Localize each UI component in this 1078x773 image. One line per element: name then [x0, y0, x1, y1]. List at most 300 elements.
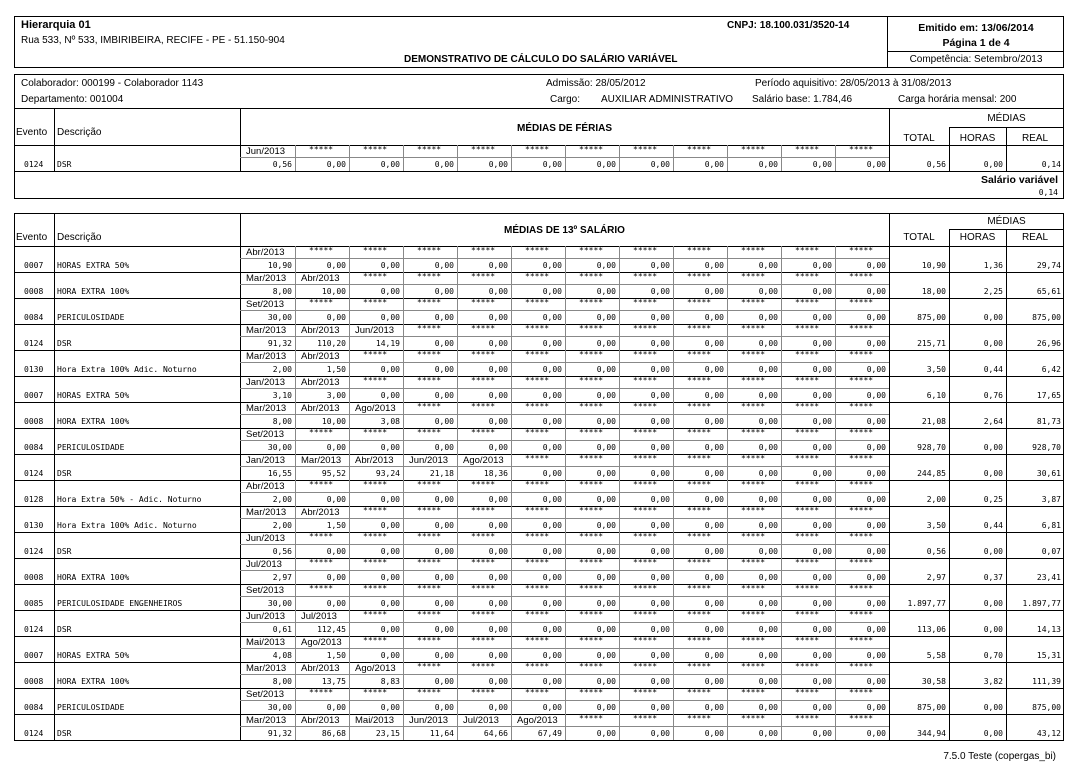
row-value: 0,00	[866, 521, 886, 530]
row-total: 10,90	[921, 261, 946, 270]
decimo-real-sep	[1006, 229, 1007, 741]
row-total: 244,85	[917, 469, 946, 478]
row-value: 0,00	[326, 573, 346, 582]
row-month: Mar/2013	[246, 715, 287, 726]
row-placeholder: *****	[687, 636, 712, 645]
row-value: 1,50	[326, 365, 346, 374]
row-total: 928,70	[917, 443, 946, 452]
row-value: 0,00	[704, 729, 724, 738]
row-month: Abr/2013	[301, 377, 340, 388]
row-descricao: HORAS EXTRA 50%	[57, 391, 130, 400]
row-value: 10,00	[321, 417, 346, 426]
row-total: 3,50	[926, 521, 946, 530]
row-placeholder: *****	[741, 298, 766, 307]
row-evento: 0130	[24, 521, 44, 530]
salario-variavel-value: 0,14	[1038, 188, 1058, 197]
decimo-col-medias: MÉDIAS	[987, 216, 1026, 227]
row-placeholder: *****	[525, 324, 550, 333]
departamento: Departamento: 001004	[21, 94, 124, 105]
row-placeholder: *****	[687, 350, 712, 359]
row-value: 0,00	[866, 495, 886, 504]
row-placeholder: *****	[579, 324, 604, 333]
row-value: 0,00	[596, 287, 616, 296]
row-value: 0,00	[866, 651, 886, 660]
row-placeholder: *****	[633, 376, 658, 385]
row-value: 0,00	[596, 469, 616, 478]
row-horas: 0,44	[983, 521, 1003, 530]
row-month: Abr/2013	[301, 663, 340, 674]
cargo: AUXILIAR ADMINISTRATIVO	[601, 94, 734, 105]
row-placeholder: *****	[309, 298, 334, 307]
row-value: 0,00	[434, 443, 454, 452]
row-value: 0,00	[488, 160, 508, 169]
row-placeholder: *****	[849, 402, 874, 411]
row-value: 0,00	[542, 391, 562, 400]
row-value: 0,00	[650, 365, 670, 374]
row-placeholder: *****	[741, 636, 766, 645]
row-value: 0,00	[704, 521, 724, 530]
row-placeholder: *****	[417, 636, 442, 645]
row-value: 0,00	[704, 651, 724, 660]
row-placeholder: *****	[741, 558, 766, 567]
row-placeholder: *****	[309, 558, 334, 567]
row-placeholder: *****	[633, 272, 658, 281]
row-real: 17,65	[1036, 391, 1061, 400]
row-value: 0,56	[272, 547, 292, 556]
row-value: 0,00	[542, 365, 562, 374]
row-month: Jul/2013	[301, 611, 337, 622]
row-value: 0,00	[434, 417, 454, 426]
row-placeholder: *****	[417, 662, 442, 671]
row-placeholder: *****	[471, 145, 496, 154]
row-horas: 0,00	[983, 339, 1003, 348]
row-placeholder: *****	[417, 584, 442, 593]
row-value: 0,00	[812, 547, 832, 556]
row-month: Ago/2013	[355, 403, 396, 414]
row-value: 30,00	[267, 313, 292, 322]
periodo-aquisitivo: Período aquisitivo: 28/05/2013 à 31/08/2013	[755, 78, 952, 89]
row-value: 0,00	[488, 677, 508, 686]
row-value: 0,00	[704, 339, 724, 348]
row-placeholder: *****	[849, 298, 874, 307]
row-value: 16,55	[267, 469, 292, 478]
row-value: 0,00	[542, 677, 562, 686]
row-placeholder: *****	[525, 480, 550, 489]
row-placeholder: *****	[579, 272, 604, 281]
row-placeholder: *****	[417, 610, 442, 619]
row-descricao: Hora Extra 100% Adic. Noturno	[57, 521, 197, 530]
salario-base: Salário base: 1.784,46	[752, 94, 853, 105]
row-placeholder: *****	[795, 428, 820, 437]
row-value: 0,00	[542, 417, 562, 426]
ferias-medias-sep	[949, 127, 1064, 128]
row-descricao: HORA EXTRA 100%	[57, 677, 130, 686]
row-real: 6,42	[1041, 365, 1061, 374]
row-value: 0,00	[866, 677, 886, 686]
row-placeholder: *****	[633, 298, 658, 307]
row-placeholder: *****	[525, 584, 550, 593]
row-month: Jul/2013	[246, 559, 282, 570]
row-placeholder: *****	[795, 246, 820, 255]
row-separator	[14, 740, 1064, 741]
row-evento: 0084	[24, 313, 44, 322]
row-horas: 0,00	[983, 703, 1003, 712]
row-value: 0,00	[488, 703, 508, 712]
row-placeholder: *****	[849, 558, 874, 567]
row-value: 0,00	[704, 573, 724, 582]
row-value: 0,00	[866, 443, 886, 452]
row-real: 875,00	[1032, 703, 1061, 712]
row-value: 0,00	[866, 729, 886, 738]
row-value: 0,00	[704, 703, 724, 712]
row-value: 0,00	[812, 703, 832, 712]
row-placeholder: *****	[579, 428, 604, 437]
row-placeholder: *****	[687, 532, 712, 541]
row-value: 0,00	[434, 599, 454, 608]
row-placeholder: *****	[795, 584, 820, 593]
row-value: 91,32	[267, 729, 292, 738]
row-placeholder: *****	[687, 454, 712, 463]
carga-horaria: Carga horária mensal: 200	[898, 94, 1017, 105]
row-placeholder: *****	[417, 532, 442, 541]
row-value: 0,00	[542, 521, 562, 530]
colaborador: Colaborador: 000199 - Colaborador 1143	[21, 78, 204, 89]
row-placeholder: *****	[579, 558, 604, 567]
row-value: 0,00	[380, 443, 400, 452]
row-horas: 0,37	[983, 573, 1003, 582]
row-value: 0,00	[758, 495, 778, 504]
row-month: Mar/2013	[246, 663, 287, 674]
row-value: 0,00	[380, 573, 400, 582]
row-real: 875,00	[1032, 313, 1061, 322]
row-real: 14,13	[1036, 625, 1061, 634]
row-placeholder: *****	[849, 714, 874, 723]
row-month: Abr/2013	[246, 481, 285, 492]
cnpj: CNPJ: 18.100.031/3520-14	[727, 20, 850, 31]
row-placeholder: *****	[417, 324, 442, 333]
row-value: 0,00	[380, 160, 400, 169]
row-value: 0,00	[650, 599, 670, 608]
row-value: 0,00	[758, 599, 778, 608]
row-placeholder: *****	[741, 688, 766, 697]
row-placeholder: *****	[687, 376, 712, 385]
decimo-col-evento: Evento	[16, 232, 48, 243]
header-divider-h	[887, 51, 1064, 52]
row-placeholder: *****	[471, 558, 496, 567]
row-value: 0,00	[434, 651, 454, 660]
row-month: Jun/2013	[409, 455, 449, 466]
row-placeholder: *****	[633, 714, 658, 723]
row-value: 0,00	[542, 599, 562, 608]
row-horas: 0,00	[983, 625, 1003, 634]
row-value: 0,00	[704, 287, 724, 296]
row-placeholder: *****	[633, 324, 658, 333]
row-placeholder: *****	[687, 324, 712, 333]
row-placeholder: *****	[795, 376, 820, 385]
row-value: 0,00	[812, 521, 832, 530]
row-placeholder: *****	[849, 454, 874, 463]
row-placeholder: *****	[795, 636, 820, 645]
ferias-evento-sep	[54, 108, 55, 171]
row-placeholder: *****	[417, 376, 442, 385]
row-placeholder: *****	[525, 662, 550, 671]
emitted-date: Emitido em: 13/06/2014	[918, 22, 1034, 34]
row-evento: 0007	[24, 391, 44, 400]
row-placeholder: *****	[741, 272, 766, 281]
row-value: 3,00	[326, 391, 346, 400]
row-placeholder: *****	[579, 688, 604, 697]
row-placeholder: *****	[741, 662, 766, 671]
row-placeholder: *****	[471, 272, 496, 281]
row-descricao: PERICULOSIDADE ENGENHEIROS	[57, 599, 183, 608]
row-month: Mar/2013	[246, 351, 287, 362]
row-placeholder: *****	[795, 454, 820, 463]
row-value: 95,52	[321, 469, 346, 478]
row-value: 0,00	[812, 625, 832, 634]
row-value: 0,00	[434, 313, 454, 322]
row-placeholder: *****	[417, 428, 442, 437]
row-descricao: DSR	[57, 469, 72, 478]
row-total: 113,06	[917, 625, 946, 634]
row-descricao: DSR	[57, 160, 72, 169]
row-value: 1,50	[326, 521, 346, 530]
row-placeholder: *****	[471, 610, 496, 619]
row-horas: 2,25	[983, 287, 1003, 296]
row-value: 0,00	[866, 339, 886, 348]
row-value: 0,00	[812, 287, 832, 296]
row-value: 0,00	[488, 443, 508, 452]
row-total: 0,56	[926, 547, 946, 556]
row-total: 875,00	[917, 313, 946, 322]
row-placeholder: *****	[363, 688, 388, 697]
row-placeholder: *****	[741, 610, 766, 619]
row-placeholder: *****	[633, 584, 658, 593]
row-placeholder: *****	[849, 145, 874, 154]
row-descricao: DSR	[57, 339, 72, 348]
row-placeholder: *****	[849, 506, 874, 515]
row-month: Jun/2013	[246, 146, 286, 157]
row-placeholder: *****	[471, 584, 496, 593]
row-month: Set/2013	[246, 689, 285, 700]
row-placeholder: *****	[633, 610, 658, 619]
row-value: 0,00	[434, 547, 454, 556]
decimo-col-real: REAL	[1021, 232, 1049, 243]
row-real: 81,73	[1036, 417, 1061, 426]
row-placeholder: *****	[579, 350, 604, 359]
row-placeholder: *****	[741, 480, 766, 489]
row-value: 0,00	[326, 443, 346, 452]
row-value: 0,00	[596, 547, 616, 556]
row-placeholder: *****	[417, 506, 442, 515]
row-value: 0,00	[542, 339, 562, 348]
row-placeholder: *****	[525, 532, 550, 541]
row-value: 0,00	[650, 677, 670, 686]
row-placeholder: *****	[417, 272, 442, 281]
row-value: 0,00	[866, 417, 886, 426]
row-value: 0,00	[812, 469, 832, 478]
row-value: 0,00	[434, 677, 454, 686]
row-value: 0,00	[542, 261, 562, 270]
decimo-col-horas: HORAS	[959, 232, 996, 243]
row-placeholder: *****	[471, 376, 496, 385]
row-value: 0,56	[272, 160, 292, 169]
row-descricao: HORAS EXTRA 50%	[57, 651, 130, 660]
row-value: 0,00	[596, 651, 616, 660]
row-placeholder: *****	[363, 506, 388, 515]
row-month: Jun/2013	[355, 325, 395, 336]
row-placeholder: *****	[363, 480, 388, 489]
row-value: 0,00	[758, 547, 778, 556]
row-horas: 2,64	[983, 417, 1003, 426]
row-descricao: HORAS EXTRA 50%	[57, 261, 130, 270]
row-value: 0,00	[758, 651, 778, 660]
row-value: 30,00	[267, 703, 292, 712]
row-placeholder: *****	[633, 454, 658, 463]
row-value: 0,00	[488, 521, 508, 530]
row-placeholder: *****	[525, 272, 550, 281]
row-value: 0,00	[650, 391, 670, 400]
row-value: 0,00	[488, 651, 508, 660]
row-value: 2,00	[272, 365, 292, 374]
row-placeholder: *****	[471, 246, 496, 255]
row-placeholder: *****	[309, 246, 334, 255]
row-value: 3,10	[272, 391, 292, 400]
row-value: 0,00	[542, 573, 562, 582]
row-evento: 0124	[24, 469, 44, 478]
row-value: 0,00	[542, 443, 562, 452]
row-value: 0,00	[650, 339, 670, 348]
row-value: 0,00	[434, 573, 454, 582]
row-value: 0,00	[650, 625, 670, 634]
row-placeholder: *****	[525, 454, 550, 463]
row-placeholder: *****	[795, 506, 820, 515]
row-value: 10,90	[267, 261, 292, 270]
row-descricao: DSR	[57, 729, 72, 738]
row-month: Mai/2013	[355, 715, 395, 726]
row-placeholder: *****	[363, 376, 388, 385]
row-evento: 0124	[24, 729, 44, 738]
row-value: 67,49	[537, 729, 562, 738]
row-value: 11,64	[429, 729, 454, 738]
row-value: 0,00	[596, 729, 616, 738]
row-placeholder: *****	[687, 298, 712, 307]
row-placeholder: *****	[741, 145, 766, 154]
row-placeholder: *****	[579, 584, 604, 593]
row-evento: 0124	[24, 160, 44, 169]
row-placeholder: *****	[309, 532, 334, 541]
ferias-col-medias: MÉDIAS	[987, 113, 1026, 124]
row-month: Jun/2013	[246, 533, 286, 544]
row-placeholder: *****	[795, 402, 820, 411]
row-placeholder: *****	[309, 584, 334, 593]
row-value: 0,00	[758, 391, 778, 400]
row-evento: 0130	[24, 365, 44, 374]
row-value: 0,00	[758, 521, 778, 530]
row-total: 6,10	[926, 391, 946, 400]
row-placeholder: *****	[849, 350, 874, 359]
row-placeholder: *****	[687, 584, 712, 593]
row-placeholder: *****	[633, 558, 658, 567]
row-value: 0,00	[434, 160, 454, 169]
row-value: 8,00	[272, 287, 292, 296]
row-month: Ago/2013	[517, 715, 558, 726]
row-value: 0,00	[758, 625, 778, 634]
row-total: 344,94	[917, 729, 946, 738]
row-placeholder: *****	[363, 532, 388, 541]
row-placeholder: *****	[417, 246, 442, 255]
row-evento: 0084	[24, 703, 44, 712]
row-value: 0,00	[488, 625, 508, 634]
row-value: 0,00	[542, 703, 562, 712]
row-placeholder: *****	[795, 480, 820, 489]
row-placeholder: *****	[741, 350, 766, 359]
row-month: Abr/2013	[301, 325, 340, 336]
row-value: 0,00	[596, 417, 616, 426]
row-real: 43,12	[1036, 729, 1061, 738]
row-value: 0,00	[542, 651, 562, 660]
row-value: 0,00	[434, 495, 454, 504]
row-horas: 0,76	[983, 391, 1003, 400]
row-value: 0,00	[596, 573, 616, 582]
row-value: 64,66	[483, 729, 508, 738]
row-value: 0,00	[758, 703, 778, 712]
row-evento: 0124	[24, 625, 44, 634]
row-value: 0,00	[758, 313, 778, 322]
row-placeholder: *****	[579, 454, 604, 463]
row-value: 0,00	[326, 547, 346, 556]
row-value: 0,00	[758, 261, 778, 270]
row-value: 0,00	[812, 339, 832, 348]
row-horas: 0,00	[983, 313, 1003, 322]
row-value: 0,00	[542, 313, 562, 322]
salario-variavel-label: Salário variável	[980, 174, 1058, 186]
row-value: 0,00	[704, 547, 724, 556]
row-value: 4,08	[272, 651, 292, 660]
row-placeholder: *****	[471, 688, 496, 697]
row-evento: 0008	[24, 677, 44, 686]
admissao: Admissão: 28/05/2012	[546, 78, 646, 89]
row-placeholder: *****	[417, 480, 442, 489]
row-month: Abr/2013	[355, 455, 394, 466]
row-month: Ago/2013	[301, 637, 342, 648]
row-placeholder: *****	[417, 145, 442, 154]
page-number: Página 1 de 4	[942, 37, 1010, 49]
row-placeholder: *****	[363, 584, 388, 593]
row-value: 0,00	[812, 261, 832, 270]
row-month: Mar/2013	[246, 507, 287, 518]
row-value: 0,00	[650, 651, 670, 660]
row-placeholder: *****	[849, 246, 874, 255]
row-value: 0,00	[488, 547, 508, 556]
row-placeholder: *****	[363, 298, 388, 307]
row-real: 30,61	[1036, 469, 1061, 478]
row-value: 0,00	[488, 287, 508, 296]
row-value: 0,00	[866, 547, 886, 556]
row-value: 0,00	[434, 625, 454, 634]
row-placeholder: *****	[363, 558, 388, 567]
row-value: 0,00	[650, 573, 670, 582]
row-value: 0,00	[434, 365, 454, 374]
row-value: 8,00	[272, 417, 292, 426]
row-placeholder: *****	[741, 454, 766, 463]
row-value: 0,00	[758, 573, 778, 582]
row-placeholder: *****	[471, 428, 496, 437]
row-descricao: DSR	[57, 625, 72, 634]
row-value: 0,00	[704, 469, 724, 478]
ferias-title: MÉDIAS DE FÉRIAS	[516, 123, 612, 134]
row-value: 0,00	[758, 677, 778, 686]
row-value: 0,00	[488, 261, 508, 270]
